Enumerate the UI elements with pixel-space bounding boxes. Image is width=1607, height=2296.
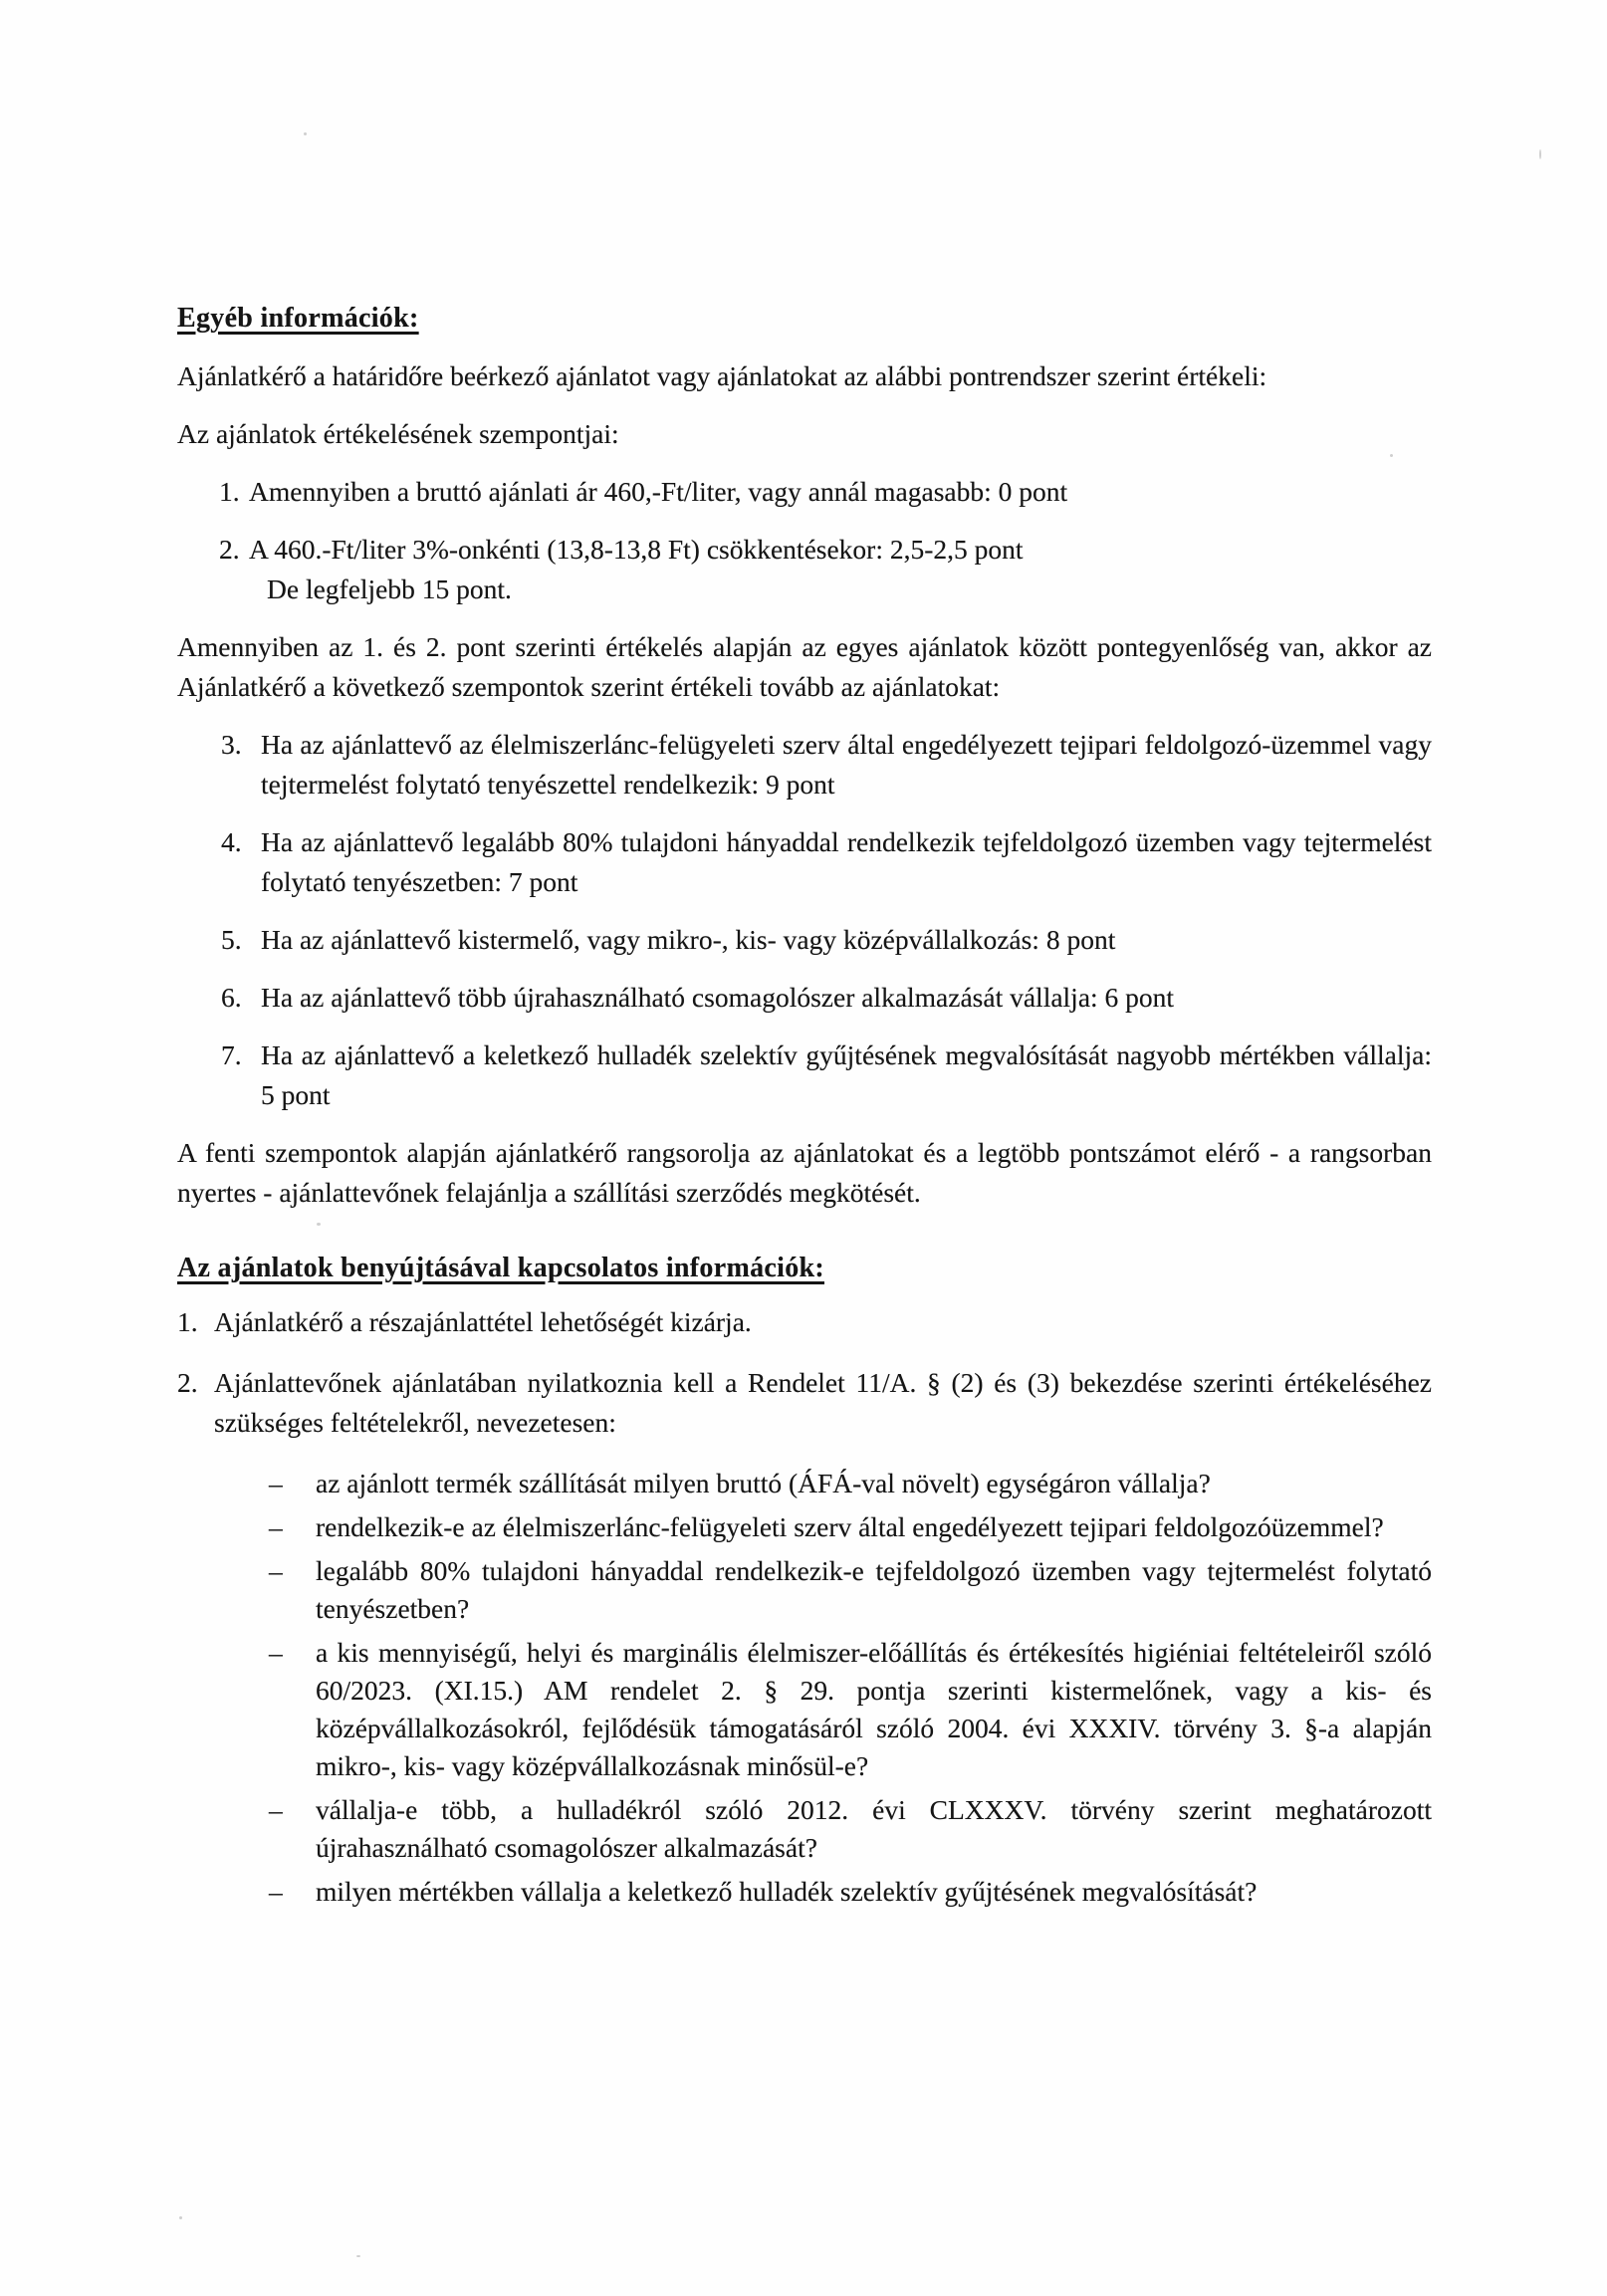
list-item-number: 1. [177,1306,198,1337]
list-item-text: Ha az ajánlattevő kistermelő, vagy mikro-, kis- vagy középvállalkozás: 8 pont [261,924,1116,955]
list-item-number: 1. [219,476,240,507]
dash-item-text: vállalja-e több, a hulladékról szóló 2012. évi CLXXXV. törvény szerint meghatározott újrahasználható csomagolószer alkalmazását? [316,1794,1432,1863]
list-item-number: 2. [177,1367,198,1398]
list-item-number: 5. [221,924,242,955]
list-item-text: Ajánlatkérő a részajánlattétel lehetőségét kizárja. [214,1306,752,1337]
list-item-text [249,530,1432,609]
list-item-text: Ha az ajánlattevő a keletkező hulladék szelektív gyűjtésének megvalósítását nagyobb mértékben vállalja: 5 pont [261,1039,1432,1110]
list-item-text: Ajánlattevőnek ajánlatában nyilatkoznia kell a Rendelet 11/A. § (2) és (3) bekezdése szerinti értékeléséhez szükséges feltételekről, nevezetesen: [214,1367,1432,1438]
section-submission-heading: Az ajánlatok benyújtásával kapcsolatos információk: [177,1253,824,1283]
list-item-selective-waste [221,1035,1432,1115]
list-item-price-threshold [219,472,1432,512]
dash-bullet: – [269,1511,283,1542]
dash-item-packaging-commitment [269,1791,1432,1867]
criteria-label-paragraph: Az ajánlatok értékelésének szempontjai: [177,418,619,449]
list-item-main-text: A 460.-Ft/liter 3%-onkénti (13,8-13,8 Ft) csökkentésekor: 2,5-2,5 pont [249,534,1024,565]
dash-item-text: legalább 80% tulajdoni hányaddal rendelkezik-e tejfeldolgozó üzemben vagy tejtermelést folytató tenyészetben? [316,1555,1432,1624]
tiebreak-intro-paragraph: Amennyiben az 1. és 2. pont szerinti értékelés alapján az egyes ajánlatok között pontegyenlőség van, akkor az Ajánlatkérő a következő szempontok szerint értékeli tovább az ajánlatokat: [177,631,1432,702]
list-item-note: De legfeljebb 15 pont. [267,574,512,604]
list-item-text: Ha az ajánlattevő több újrahasználható csomagolószer alkalmazását vállalja: 6 pont [261,982,1175,1013]
scan-speck [1539,149,1541,159]
list-item-text: Ha az ajánlattevő az élelmiszerlánc-felügyeleti szerv által engedélyezett tejipari feldolgozó-üzemmel vagy tejtermelést folytató tenyészettel rendelkezik: 9 pont [261,729,1432,800]
list-item-text: Amennyiben a bruttó ajánlati ár 460,-Ft/liter, vagy annál magasabb: 0 pont [249,476,1068,507]
list-item-number: 2. [219,534,240,565]
section-other-info-heading: Egyéb információk: [177,303,419,334]
list-item-declaration-requirement [177,1363,1432,1443]
list-item-reusable-packaging [221,978,1432,1018]
dash-bullet: – [269,1637,283,1668]
ranking-closing-paragraph: A fenti szempontok alapján ajánlatkérő rangsorolja az ajánlatokat és a legtöbb pontszámot elérő - a rangsorban nyertes - ajánlattevőnek felajánlja a szállítási szerződés megkötését. [177,1137,1432,1208]
scan-speck [1390,454,1393,457]
list-item-number: 7. [221,1039,242,1070]
list-item-number: 3. [221,729,242,760]
scan-speck [179,2216,182,2219]
scoring-intro-paragraph: Ajánlatkérő a határidőre beérkező ajánlatot vagy ajánlatokat az alábbi pontrendszer szerint értékeli: [177,360,1267,391]
dash-item-sme-status [269,1634,1432,1785]
dash-bullet: – [269,1876,283,1907]
declaration-dash-list [177,1465,1432,1911]
dash-bullet: – [269,1555,283,1586]
dash-bullet: – [269,1794,283,1825]
list-item-number: 6. [221,982,242,1013]
scan-speck [356,2255,360,2257]
list-item-number: 4. [221,826,242,857]
dash-item-ownership [269,1552,1432,1628]
dash-item-text: milyen mértékben vállalja a keletkező hulladék szelektív gyűjtésének megvalósítását? [316,1876,1258,1907]
list-item-small-producer [221,920,1432,960]
dash-item-text: a kis mennyiségű, helyi és marginális élelmiszer-előállítás és értékesítés higiéniai feltételeiről szóló 60/2023. (XI.15.) AM rendelet 2. § 29. pontja szerinti kistermelőnek, vagy a kis- és középvállalkozásokról, fejlődésük támogatásáról szóló 2004. évi XXXIV. törvény 3. §-a alapján mikro-, kis- vagy középvállalkozásnak minősül-e? [316,1637,1432,1781]
dash-item-licensed-plant [269,1508,1432,1546]
scan-speck [304,132,307,135]
dash-item-text: az ajánlott termék szállítását milyen bruttó (ÁFÁ-val növelt) egységáron vállalja? [316,1468,1211,1498]
document-content [177,299,1432,1917]
scan-speck [317,1223,321,1226]
list-item-price-reduction [219,530,1432,609]
dash-item-waste-commitment [269,1873,1432,1911]
dash-bullet: – [269,1468,283,1498]
list-item-text: Ha az ajánlattevő legalább 80% tulajdoni hányaddal rendelkezik tejfeldolgozó üzemben vagy tejtermelést folytató tenyészetben: 7 pont [261,826,1432,897]
dash-item-text: rendelkezik-e az élelmiszerlánc-felügyeleti szerv által engedélyezett tejipari feldolgozóüzemmel? [316,1511,1384,1542]
dash-item-unit-price [269,1465,1432,1502]
list-item-dairy-plant [221,725,1432,804]
list-item-ownership-share [221,822,1432,902]
list-item-no-partial-offers [177,1302,1432,1342]
